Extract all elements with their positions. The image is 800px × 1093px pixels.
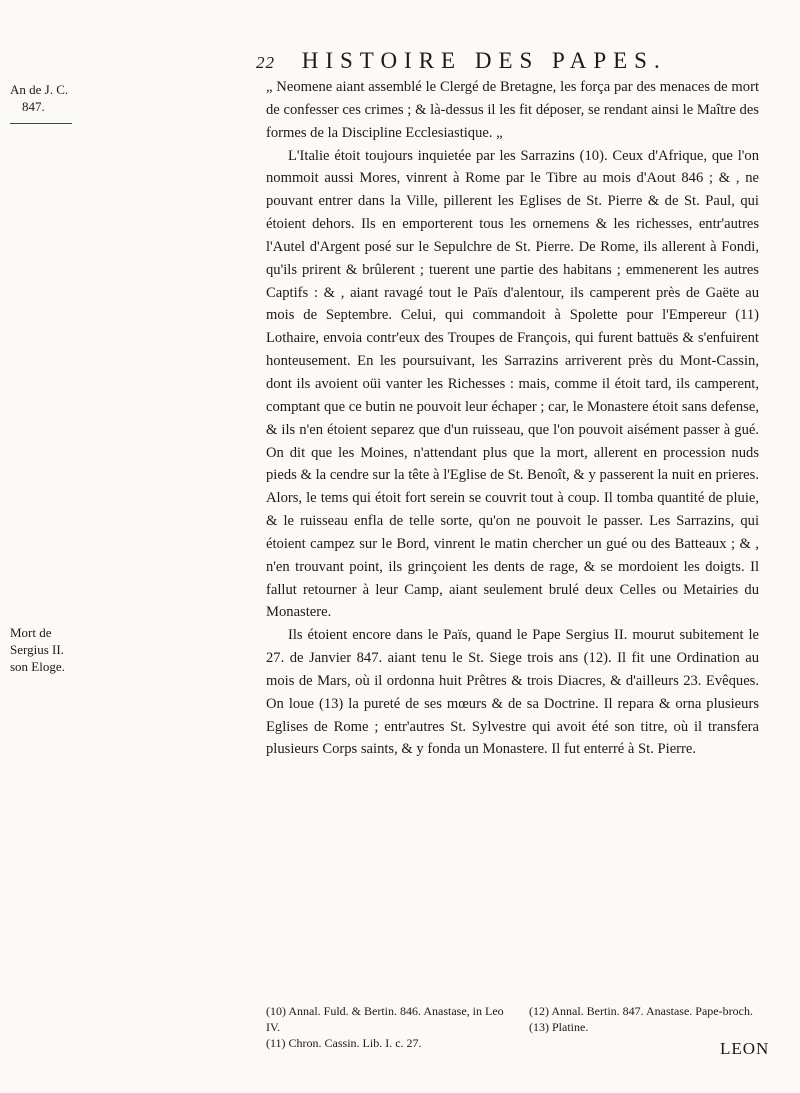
page-number: 22 <box>256 53 275 72</box>
catchword: LEON <box>720 1039 770 1058</box>
margin-death-note <box>10 624 76 675</box>
margin-death-line-2: Sergius II. <box>10 642 64 657</box>
margin-year: 847. <box>22 99 45 114</box>
margin-rule <box>10 123 72 124</box>
paragraph-sarrazins: L'Italie étoit toujours inquietée par les Sarrazins (10). Ceux d'Afrique, que l'on nommoit aussi Mores, vinrent à Rome par le Tibre au mois d'Aout 846 ; & , ne pouvant entrer dans la Ville, pillerent les Eglises de St. Pierre & de St. Paul, qui étoient dehors. Ils en emporterent tous les ornemens & les richesses, entr'autres l'Autel d'Argent posé sur le Sepulchre de St. Pierre. De Rome, ils allerent à Fondi, qu'ils prirent & brûlerent ; tuerent une partie des habitans ; emmenerent les autres Captifs : & , aiant ravagé tout le Païs d'alentour, ils camperent près de Gaëte au mois de Septembre. Celui, qui commandoit à Spolette pour l'Empereur (11) Lothaire, envoia contr'eux des Troupes de François, qui furent battuës & s'enfuirent honteusement. En les poursuivant, les Sarrazins arriverent près du Mont-Cassin, dont ils avoient oüi vanter les Richesses : mais, comme il étoit tard, ils camperent, comptant que ce butin ne pouvoit leur échaper ; car, le Monastere étoit sans defense, & ils n'en étoient separez que d'un ruisseau, que l'on pouvoit aisément passer à gué. On dit que les Moines, n'attendant plus que la mort, allerent en procession nuds pieds & la cendre sur la tête à l'Eglise de St. Benoît, & y passerent la nuit en prieres. Alors, le tems qui étoit fort serein se couvrit tout à coup. Il tomba quantité de pluie, & le ruisseau enfla de telle sorte, qu'on ne pouvoit le passer. Les Sarrazins, qui étoient campez sur le Bord, vinrent le matin chercher un gué ou des Batteaux ; & , n'en trouvant point, ils grinçoient les dents de rage, & se mordoient les doigts. Il fallut retourner à leur Camp, aiant seulement brulé deux Celles ou Metairies du Monastere. <box>266 147 759 621</box>
footnote-13: (13) Platine. <box>529 1020 589 1034</box>
footnote-10: (10) Annal. Fuld. & Bertin. 846. Anastase, in Leo IV. <box>266 1004 504 1034</box>
margin-year-note <box>10 81 76 124</box>
body-text <box>266 76 759 761</box>
paragraph-quote: „ Neomene aiant assemblé le Clergé de Bretagne, les força par des menaces de mort de confesser ces crimes ; & là-dessus il les fit déposer, se rendant ainsi le Maître des formes de la Discipline Ecclesiastique. „ <box>266 79 759 141</box>
footnotes-left <box>266 1003 513 1051</box>
footnote-11: (11) Chron. Cassin. Lib. I. c. 27. <box>266 1036 422 1050</box>
running-header <box>256 48 776 74</box>
footnote-12: (12) Annal. Bertin. 847. Anastase. Pape-broch. <box>529 1004 753 1018</box>
paragraph-sergius: Ils étoient encore dans le Païs, quand le Pape Sergius II. mourut subitement le 27. de Janvier 847. aiant tenu le St. Siege trois ans (12). Il fit une Ordination au mois de Mars, où il ordonna huit Prêtres & trois Diacres, & d'ailleurs 23. Evêques. On loue (13) la pureté de ses mœurs & de sa Doctrine. Il repara & orna plusieurs Eglises de Rome ; entr'autres St. Sylvestre qui avoit été son titre, où il transfera plusieurs Corps saints, & y fonda un Monastere. Il fut enterré à St. Pierre. <box>266 627 759 758</box>
margin-death-line-3: son Eloge. <box>10 659 65 674</box>
running-title: HISTOIRE DES PAPES. <box>301 48 667 73</box>
margin-death-line-1: Mort de <box>10 625 52 640</box>
margin-year-label: An de J. C. <box>10 82 69 97</box>
footnotes <box>266 1003 776 1051</box>
